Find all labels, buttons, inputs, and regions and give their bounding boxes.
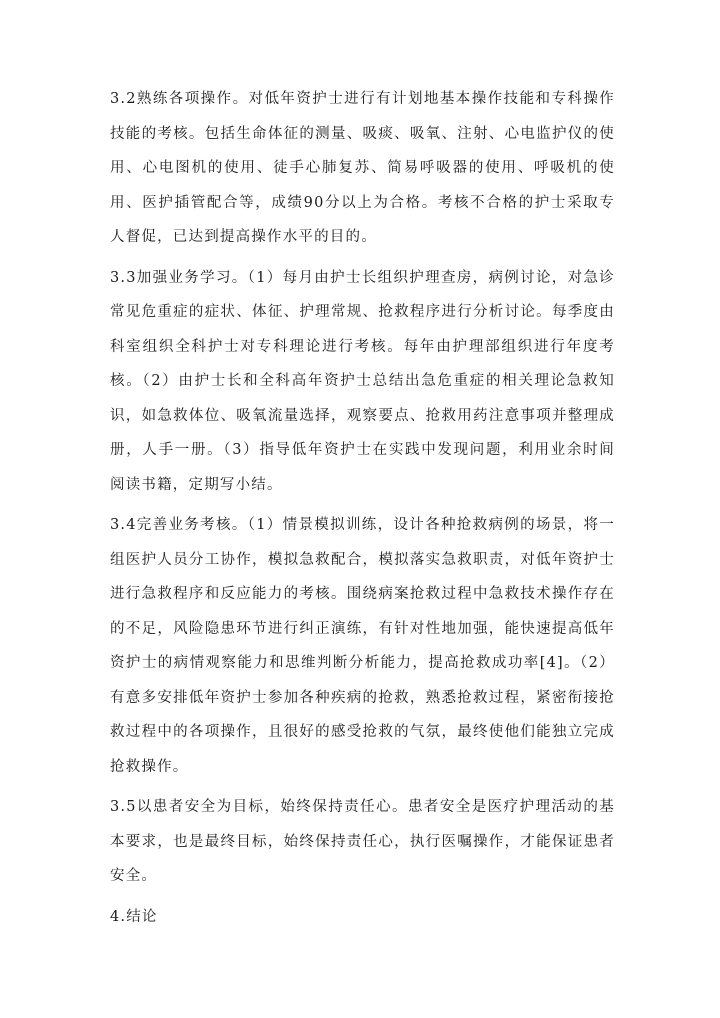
document-page xyxy=(110,82,615,934)
paragraph-3-5: 3.5以患者安全为目标，始终保持责任心。患者安全是医疗护理活动的基本要求，也是最终目标，始终保持责任心，执行医嘱操作，才能保证患者安全。 xyxy=(110,799,615,884)
section-heading-conclusion: 4.结论 xyxy=(110,908,158,925)
paragraph-3-4: 3.4完善业务考核。（1）情景模拟训练，设计各种抢救病例的场景，将一组医护人员分工协作，模拟急救配合，模拟落实急救职责，对低年资护士进行急救程序和反应能力的考核。围绕病案抢救过程中急救技术操作存在的不足，风险隐患环节进行纠正演练，有针对性地加强，能快速提高低年资护士的病情观察能力和思维判断分析能力，提高抢救成功率[4]。（2）有意多安排低年资护士参加各种疾病的抢救，熟悉抢救过程，紧密衔接抢救过程中的各项操作，且很好的感受抢救的气氛，最终使他们能独立完成抢救操作。 xyxy=(110,517,615,775)
paragraph-3-3: 3.3加强业务学习。（1）每月由护士长组织护理查房，病例讨论，对急诊常见危重症的症状、体征、护理常规、抢救程序进行分析讨论。每季度由科室组织全科护士对专科理论进行考核。每年由护理部组织进行年度考核。（2）由护士长和全科高年资护士总结出急危重症的相关理论急救知识，如急救体位、吸氧流量选择，观察要点、抢救用药注意事项并整理成册，人手一册。（3）指导低年资护士在实践中发现问题，利用业余时间阅读书籍，定期写小结。 xyxy=(110,269,615,493)
paragraph-3-2: 3.2熟练各项操作。对低年资护士进行有计划地基本操作技能和专科操作技能的考核。包括生命体征的测量、吸痰、吸氧、注射、心电监护仪的使用、心电图机的使用、徒手心肺复苏、简易呼吸器的使用、呼吸机的使用、医护插管配合等，成绩90分以上为合格。考核不合格的护士采取专人督促，已达到提高操作水平的目的。 xyxy=(110,91,615,245)
